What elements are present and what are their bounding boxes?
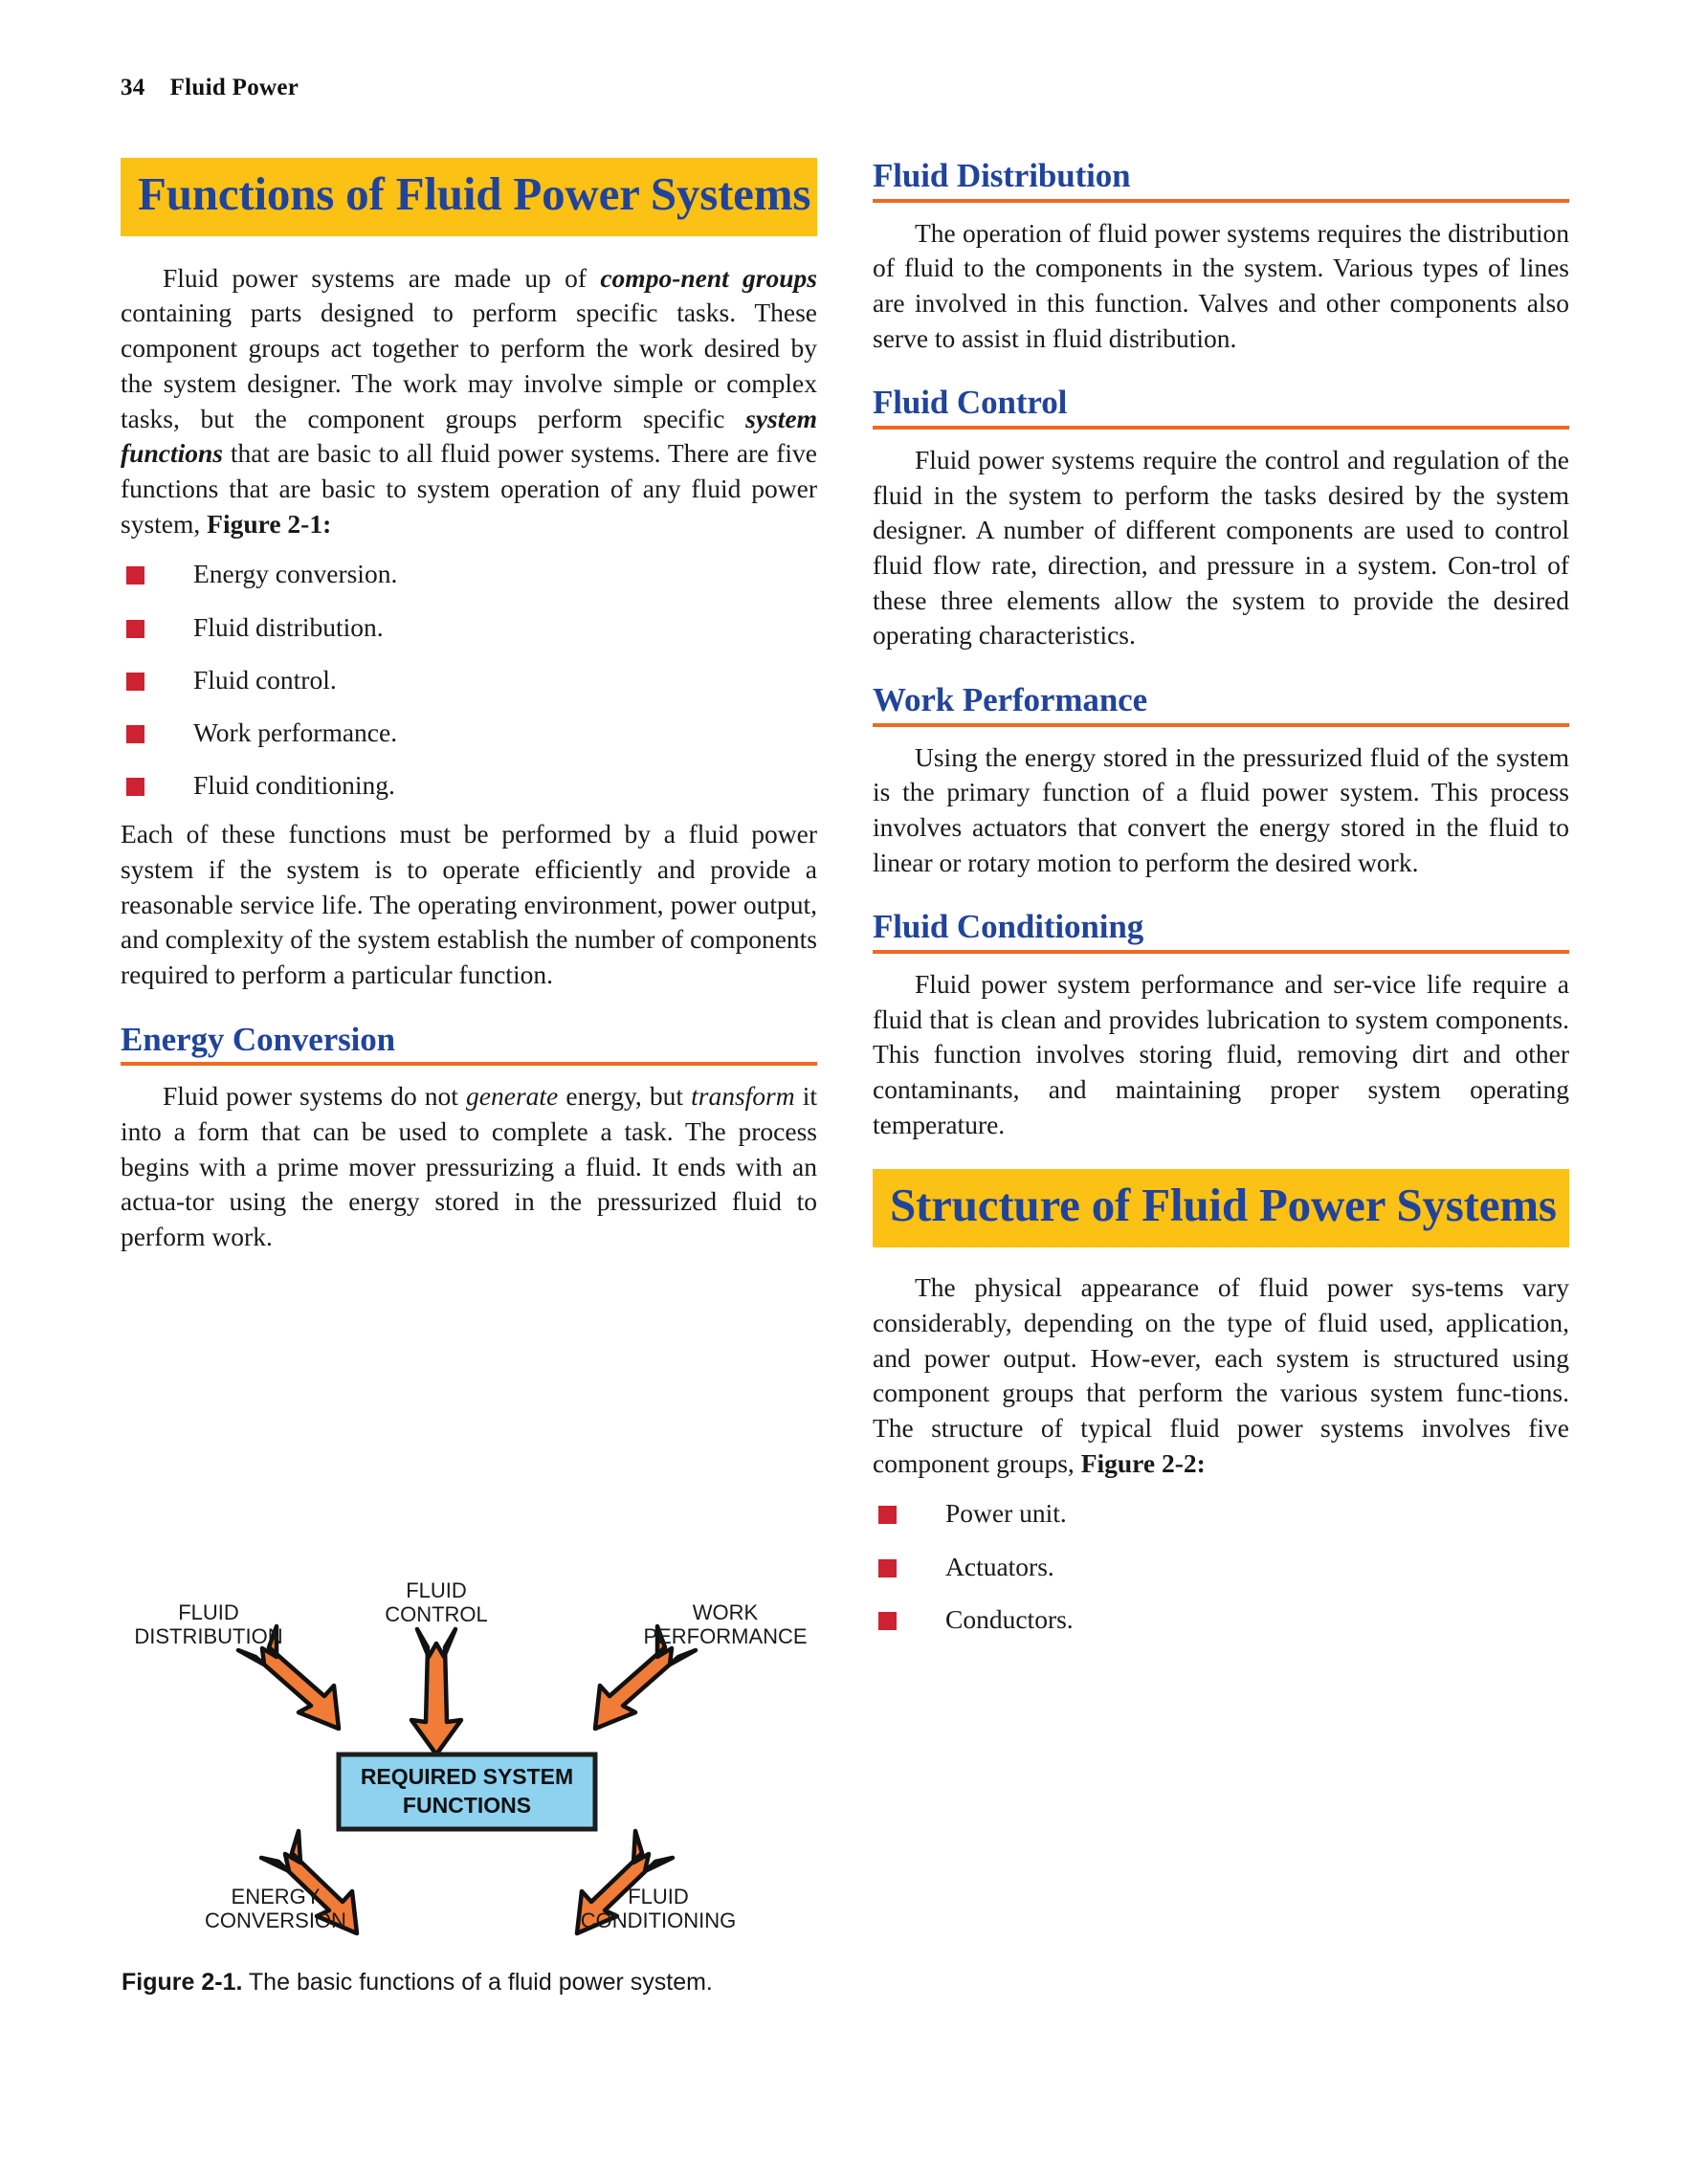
red-square-bullet-icon	[878, 1612, 897, 1630]
red-square-bullet-icon	[126, 620, 144, 638]
intro-figure-ref: Figure 2-1:	[207, 508, 332, 539]
heading-rule	[873, 723, 1569, 727]
bullet-label: Conductors.	[945, 1603, 1074, 1634]
label-energy-conversion-line2: CONVERSION	[205, 1908, 346, 1932]
component-bullet-list	[873, 1496, 1569, 1636]
label-fluid-conditioning-line1: FLUID	[628, 1885, 689, 1908]
ec-part1: Fluid power systems do not	[163, 1081, 467, 1112]
heading-rule	[121, 1062, 817, 1066]
required-system-functions-diagram	[113, 1578, 821, 1961]
structure-part1: The physical appearance of fluid power sys-tems vary considerably, depending on the type of fluid used, application, and power output. How-ever, each system is structured using component groups that perform the various system func-tions. The structure of typical fluid power systems involves five component groups,	[873, 1272, 1569, 1478]
heading-rule	[873, 426, 1569, 430]
label-energy-conversion-line1: ENERGY	[231, 1885, 321, 1908]
list-item	[121, 768, 817, 802]
structure-figure-ref: Figure 2-2:	[1080, 1447, 1206, 1478]
intro-part1: Fluid power systems are made up of	[163, 262, 601, 293]
label-fluid-distribution-line1: FLUID	[178, 1600, 239, 1624]
bullet-label: Fluid conditioning.	[193, 770, 395, 801]
intro-part3: that are basic to all fluid power systems. There are five functions that are basic to system operation of any fluid power system,	[121, 438, 817, 539]
intro-paragraph	[121, 261, 817, 542]
after-bullets-paragraph: Each of these functions must be performed by a fluid power system if the system is to operate efficiently and provide a reasonable service life. The operating environment, power output, and complexity of the system establish the number of components required to perform a particular function.	[121, 819, 817, 990]
page-number: 34	[121, 75, 145, 100]
list-item	[873, 1550, 1569, 1583]
work-performance-paragraph: Using the energy stored in the pressurized fluid of the system is the primary function of a fluid power system. This process involves actuators that convert the energy stored in the fluid to linear or rotary motion to perform the desired work.	[873, 741, 1569, 877]
heading-rule	[873, 199, 1569, 203]
book-title: Fluid Power	[169, 75, 299, 100]
box-label-line2: FUNCTIONS	[402, 1793, 532, 1818]
list-item	[121, 557, 817, 590]
work-performance-heading: Work Performance	[873, 681, 1148, 719]
red-square-bullet-icon	[126, 725, 144, 743]
right-column	[873, 158, 1569, 1651]
bullet-label: Power unit.	[945, 1498, 1067, 1529]
fluid-conditioning-paragraph: Fluid power system performance and ser-vice life require a fluid that is clean and provides lubrication to system components. This function involves storing fluid, removing dirt and other contaminants, and maintaining proper system operating temperature.	[873, 968, 1569, 1139]
figure-caption-label: Figure 2-1.	[122, 1969, 243, 1996]
red-square-bullet-icon	[878, 1506, 897, 1524]
label-fluid-control-line2: CONTROL	[385, 1602, 488, 1626]
fluid-control-heading: Fluid Control	[873, 384, 1068, 422]
energy-conversion-paragraph	[121, 1079, 817, 1255]
intro-italic1: compo-nent groups	[600, 262, 818, 293]
functions-banner-heading: Functions of Fluid Power Systems	[121, 158, 817, 236]
label-work-performance-line2: PERFORMANCE	[643, 1624, 808, 1648]
figure-caption-text: The basic functions of a fluid power system.	[242, 1969, 713, 1996]
red-square-bullet-icon	[126, 566, 144, 585]
list-item	[121, 663, 817, 696]
list-item	[873, 1602, 1569, 1636]
label-work-performance-line1: WORK	[692, 1600, 759, 1624]
fluid-control-section	[873, 385, 1569, 653]
arrow-fluid-control	[411, 1629, 461, 1754]
bullet-label: Energy conversion.	[193, 559, 398, 589]
heading-rule	[873, 950, 1569, 954]
fluid-distribution-paragraph: The operation of fluid power systems requires the distribution of fluid to the components in the system. Various types of lines are involved in this function. Valves and other components also serve to assist in fluid distribution.	[873, 217, 1569, 353]
list-item	[121, 716, 817, 749]
figure-caption	[113, 1967, 772, 1998]
fluid-control-paragraph: Fluid power systems require the control and regulation of the fluid in the system to perform the tasks desired by the system designer. A number of different components are used to control fluid flow rate, direction, and pressure in a system. Con-trol of these three elements allow the system to provide the desired operating characteristics.	[873, 444, 1569, 651]
ec-part2: energy, but	[558, 1081, 692, 1112]
fluid-conditioning-section	[873, 909, 1569, 1142]
section-spacer	[873, 1142, 1569, 1163]
bullet-label: Fluid distribution.	[193, 611, 384, 642]
energy-conversion-heading: Energy Conversion	[121, 1020, 396, 1058]
energy-conversion-section	[121, 1022, 817, 1255]
intro-part2: containing parts designed to perform specific tasks. These component groups act together to perform the work desired by the system designer. The work may involve simple or complex tasks, but the component groups perform specific	[121, 298, 817, 433]
intro-italic2: system functions	[121, 403, 817, 469]
ec-italic2: transform	[691, 1081, 795, 1112]
work-performance-section	[873, 682, 1569, 880]
figure-artwork	[113, 1578, 821, 1961]
red-square-bullet-icon	[126, 673, 144, 691]
bullet-label: Fluid control.	[193, 664, 337, 695]
fluid-distribution-section	[873, 158, 1569, 356]
structure-banner-heading: Structure of Fluid Power Systems	[873, 1169, 1569, 1247]
left-column	[121, 158, 817, 1255]
structure-paragraph	[873, 1270, 1569, 1481]
running-head	[121, 75, 299, 101]
red-square-bullet-icon	[126, 778, 144, 796]
ec-italic1: generate	[466, 1081, 559, 1112]
label-fluid-conditioning-line2: CONDITIONING	[580, 1908, 737, 1932]
label-fluid-control-line1: FLUID	[406, 1578, 467, 1602]
label-fluid-distribution-line2: DISTRIBUTION	[134, 1624, 283, 1648]
ec-part3: it into a form that can be used to complete a task. The process begins with a prime mover pressurizing a fluid. It ends with an actua-tor using the energy stored in the pressurized fluid to perform work.	[121, 1081, 818, 1252]
fluid-distribution-heading: Fluid Distribution	[873, 157, 1131, 194]
box-label-line1: REQUIRED SYSTEM	[360, 1764, 574, 1789]
fluid-conditioning-heading: Fluid Conditioning	[873, 908, 1144, 946]
red-square-bullet-icon	[878, 1559, 897, 1577]
function-bullet-list	[121, 557, 817, 802]
bullet-label: Work performance.	[193, 717, 398, 747]
list-item	[121, 610, 817, 644]
bullet-label: Actuators.	[945, 1551, 1054, 1581]
list-item	[873, 1496, 1569, 1530]
figure-2-1	[113, 1578, 821, 1998]
